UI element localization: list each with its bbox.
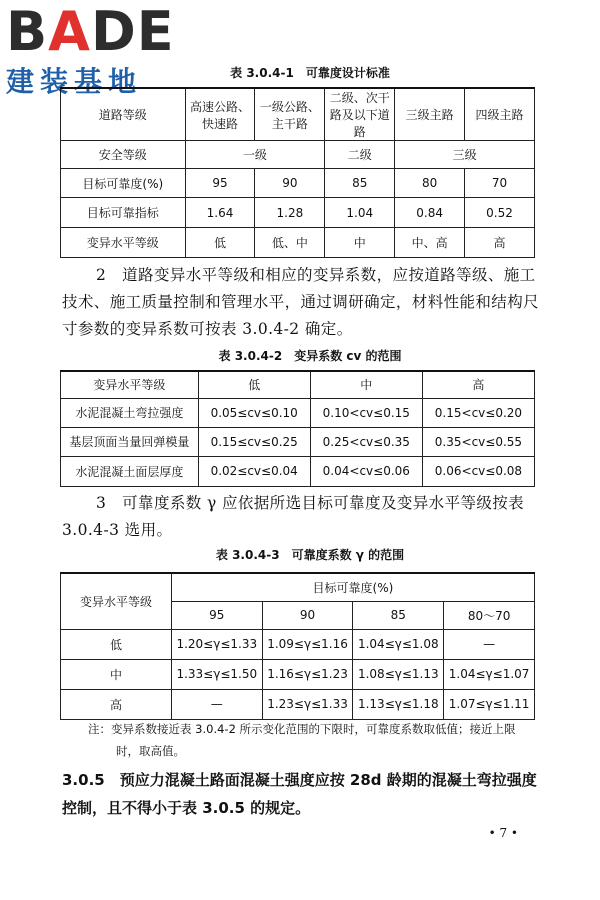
paragraph-item-3: 3 可靠度系数 γ 应依据所选目标可靠度及变异水平等级按表 3.0.4-3 选用。 bbox=[62, 494, 525, 539]
table-cell: 0.02≤cv≤0.04 bbox=[198, 456, 310, 486]
table-header-cell: 变异水平等级 bbox=[61, 371, 199, 398]
table-cell: 1.20≤γ≤1.33 bbox=[171, 629, 262, 659]
table-cell: 1.08≤γ≤1.13 bbox=[353, 659, 444, 689]
table-row-label: 中 bbox=[61, 659, 172, 689]
reliability-coefficient-table bbox=[60, 572, 535, 720]
table-header-cell: 二级、次干路及以下道路 bbox=[325, 88, 395, 141]
paragraph-item-2: 2 道路变异水平等级和相应的变异系数，应按道路等级、施工技术、施工质量控制和管理水平，通过调研确定，材料性能和结构尺寸参数的变异系数可按表 3.0.4-2 确定。 bbox=[62, 266, 540, 338]
table-row-label: 水泥混凝土弯拉强度 bbox=[61, 398, 199, 427]
table-cell: 1.04 bbox=[325, 198, 395, 228]
table-cell: 1.23≤γ≤1.33 bbox=[262, 689, 353, 719]
table-row-label: 目标可靠度(%) bbox=[61, 169, 186, 198]
table1-caption: 表 3.0.4-1 可靠度设计标准 bbox=[230, 66, 390, 80]
clause-3-0-5: 3.0.5 预应力混凝土路面混凝土强度应按 28d 龄期的混凝土弯拉强度控制，且不得小于表 3.0.5 的规定。 bbox=[62, 771, 537, 817]
table-cell: 1.13≤γ≤1.18 bbox=[353, 689, 444, 719]
table-cell: 0.06<cv≤0.08 bbox=[422, 456, 534, 486]
table-cell: 0.05≤cv≤0.10 bbox=[198, 398, 310, 427]
variation-coefficient-table bbox=[60, 370, 535, 487]
table-note: 注：变异系数接近表 3.0.4-2 所示变化范围的下限时，可靠度系数取低值；接近上限时，取高值。 bbox=[88, 722, 516, 758]
table-header-cell: 四级主路 bbox=[465, 88, 535, 141]
table-header-cell: 高 bbox=[422, 371, 534, 398]
table-cell: 1.28 bbox=[255, 198, 325, 228]
table-row-label: 安全等级 bbox=[61, 141, 186, 169]
table-cell: 中、高 bbox=[395, 228, 465, 258]
table-header-cell: 一级公路、主干路 bbox=[255, 88, 325, 141]
logo-wordmark: BADE bbox=[6, 0, 175, 63]
table-cell: 0.35<cv≤0.55 bbox=[422, 427, 534, 456]
table-header-cell: 三级主路 bbox=[395, 88, 465, 141]
reliability-design-table bbox=[60, 87, 535, 258]
table-cell: 0.04<cv≤0.06 bbox=[310, 456, 422, 486]
table-cell: 1.04≤γ≤1.08 bbox=[353, 629, 444, 659]
table-cell: 0.15<cv≤0.20 bbox=[422, 398, 534, 427]
table-cell: 70 bbox=[465, 169, 535, 198]
table-cell: 1.64 bbox=[185, 198, 255, 228]
table-cell: 0.10<cv≤0.15 bbox=[310, 398, 422, 427]
table-cell: 90 bbox=[255, 169, 325, 198]
table-header-cell: 道路等级 bbox=[61, 88, 186, 141]
table-header-cell: 目标可靠度(%) bbox=[171, 573, 534, 601]
table-cell: 1.04≤γ≤1.07 bbox=[444, 659, 535, 689]
table-cell: 80 bbox=[395, 169, 465, 198]
table-cell: — bbox=[444, 629, 535, 659]
page-number: • 7 • bbox=[488, 826, 518, 840]
table-cell: 95 bbox=[185, 169, 255, 198]
table-header-cell: 高速公路、快速路 bbox=[185, 88, 255, 141]
table-row-label: 变异水平等级 bbox=[61, 228, 186, 258]
table-header-cell: 85 bbox=[353, 601, 444, 629]
table-cell: 0.15≤cv≤0.25 bbox=[198, 427, 310, 456]
table-cell: 0.25<cv≤0.35 bbox=[310, 427, 422, 456]
table-cell: — bbox=[171, 689, 262, 719]
table3-caption: 表 3.0.4-3 可靠度系数 γ 的范围 bbox=[215, 548, 405, 562]
table-header-cell: 低 bbox=[198, 371, 310, 398]
table-cell: 低、中 bbox=[255, 228, 325, 258]
table-cell: 中 bbox=[325, 228, 395, 258]
table-header-cell: 80～70 bbox=[444, 601, 535, 629]
table-row-label: 低 bbox=[61, 629, 172, 659]
table-header-cell: 95 bbox=[171, 601, 262, 629]
table-cell: 高 bbox=[465, 228, 535, 258]
table-row-label: 目标可靠指标 bbox=[61, 198, 186, 228]
table-cell: 1.09≤γ≤1.16 bbox=[262, 629, 353, 659]
table-header-cell: 中 bbox=[310, 371, 422, 398]
table-cell: 1.07≤γ≤1.11 bbox=[444, 689, 535, 719]
table-header-cell: 90 bbox=[262, 601, 353, 629]
table-header-cell: 变异水平等级 bbox=[61, 573, 172, 629]
table-row-label: 高 bbox=[61, 689, 172, 719]
table-cell: 85 bbox=[325, 169, 395, 198]
table-row-label: 基层顶面当量回弹模量 bbox=[61, 427, 199, 456]
table-cell: 二级 bbox=[325, 141, 395, 169]
table-cell: 低 bbox=[185, 228, 255, 258]
logo-subtitle: 建装基地 bbox=[6, 65, 143, 98]
table2-caption: 表 3.0.4-2 变异系数 cv 的范围 bbox=[218, 349, 402, 363]
table-cell: 1.33≤γ≤1.50 bbox=[171, 659, 262, 689]
table-cell: 一级 bbox=[185, 141, 325, 169]
table-row-label: 水泥混凝土面层厚度 bbox=[61, 456, 199, 486]
table-cell: 0.52 bbox=[465, 198, 535, 228]
table-cell: 0.84 bbox=[395, 198, 465, 228]
table-cell: 三级 bbox=[395, 141, 535, 169]
table-cell: 1.16≤γ≤1.23 bbox=[262, 659, 353, 689]
brand-logo bbox=[6, 0, 175, 100]
